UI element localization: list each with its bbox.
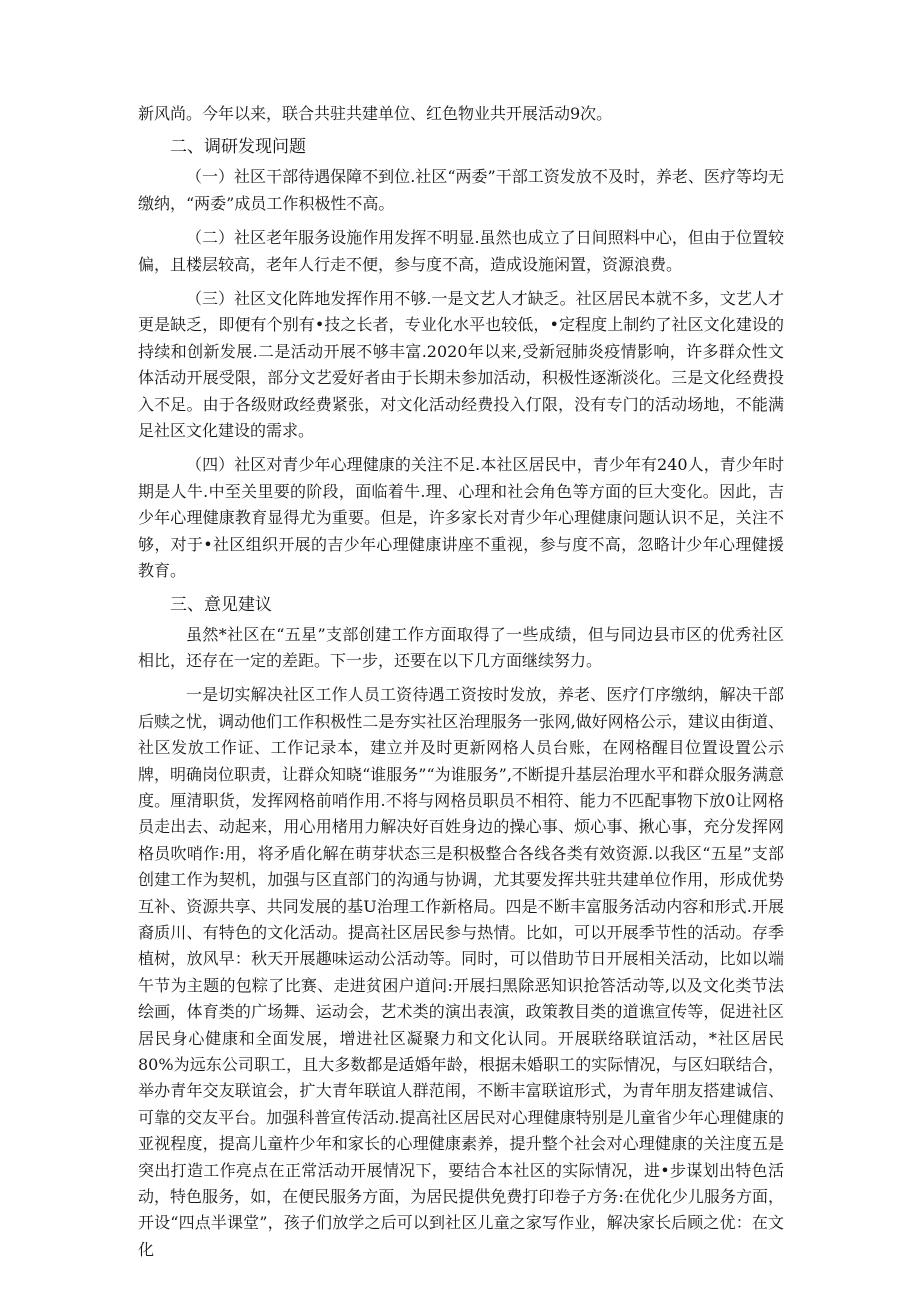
finding-paragraph-1: （一）社区干部待遇保障不到位.社区“两委”干部工资发放不及时，养老、医疗等均无缴纳，“两委”成员工作积极性不高。 (138, 167, 784, 213)
suggestion-intro-paragraph: 虽然*社区在“五星”支部创建工作方面取得了一些成绩，但与同边县市区的优秀社区相比，还存在一定的差距。下一步，还要在以下几方面继续努力。 (138, 624, 784, 670)
finding-paragraph-4: （四）社区对青少年心理健康的关注不足.本社区居民中，青少年有240人，青少年时期是人牛.中至关里要的阶段，面临着牛.理、心理和社会角色等方面的巨大变化。因此，吉少年心理健康教育显得尤为重要。但是，许多家长对青少年心理健康问题认识不足，关注不够，对于•社区组织开展的吉少年心理健康讲座不重视，参与度不高，忽略计少年心理健援教育。 (138, 455, 784, 581)
section-heading-suggestions: 三、意见建议 (170, 594, 272, 615)
finding-paragraph-2: （二）社区老年服务设施作用发挥不明显.虽然也成立了日间照料中心，但由于位置较偏，且楼层较高，老年人行走不便，参与度不高，造成设施闲置，资源浪费。 (138, 228, 784, 274)
finding-paragraph-3: （三）社区文化阵地发挥作用不够.一是文艺人才缺乏。社区居民本就不多，文艺人才更是缺乏，即便有个别有•技之长者，专业化水平也较低，•定程度上制约了社区文化建设的持续和创新发展.二是活动开展不够丰富.2020年以来,受新冠肺炎疫情影响，许多群众性文体活动开展受限，部分文艺爱好者由于长期未参加活动，积极性逐渐淡化。三是文化经费投入不足。由于各级财政经费紧张，对文化活动经费投入仃限，没有专门的活动场地，不能满足社区文化建设的需求。 (138, 289, 784, 441)
suggestion-body-paragraph: 一是切实解决社区工作人员工资待遇工资按时发放，养老、医疗仃序缴纳，解决干部后赎之忧，调动他们工作积极性二是夯实社区治理服务一张网,做好网格公示，建议由街道、社区发放工作证、工作记录本，建立并及时更新网格人员台账，在网格醒目位置设置公示牌，明确岗位职责，让群众知晓“谁服务”“为谁服务”,不断提升基层治理水平和群众服务满意度。厘清职货，发挥网格前哨作用.不将与网格员职员不相符、能力不匹配事物下放0让网格员走出去、动起来，用心用楮用力解决好百姓身边的操心事、烦心事、揪心事，充分发挥网格员吹哨作:用，将矛盾化解在萌芽状态三是积极整合各线各类有效资源.以我区“五星”支部创建工作为契机，加强与区直部门的沟通与协调，尤其要发挥共驻共建单位作用，形成优势互补、资源共享、共同发展的基U治理工作新格局。四是不断丰富服务活动内容和形式.开展裔质川、有特色的文化活动。提高社区居民参与热情。比如，可以开展季节性的活动。存季植树，放风早：秋天开展趣味运动公活动等。同时，可以借助节日开展相关活动，比如以端午节为主题的包粽了比赛、走进贫困户道问:开展扫黑除恶知识抢答活动等,以及文化类节法绘画，体育类的广场舞、运动会，艺术类的演出表演，政策教目类的道谯宣传等，促进社区居民身心健康和全面发展，增进社区凝聚力和文化认同。开展联络联谊活动，*社区居民80%为远东公司职工，且大多数都是适婚年龄，根据未婚职工的实际情况，与区妇联结合，举办青年交友联谊会，扩大青年联谊人群范闱，不断丰富联谊形式，为青年朋友搭建诚信、可靠的交友平台。加强科普宣传活动.提高社区居民对心理健康特别是儿童省少年心理健康的亚视程度，提高儿童杵少年和家长的心理健康素养，提升整个社会对心理健康的关注度五是突出打造工作亮点在正常活动开展情况下，要结合本社区的实际情况，进•步谋划出特色活动，特色服务，如，在便民服务方面，为居民提供免费打印卷子方务:在优化少儿服务方面，开设“四点半课堂”，孩子们放学之后可以到社区儿童之家写作业，解决家长后顾之优：在文化 (138, 685, 784, 1259)
document-page (138, 101, 784, 1263)
section-heading-findings: 二、调研发现问题 (170, 137, 306, 158)
intro-line: 新风尚。今年以来，联合共驻共建单位、红色物业共开展活动9次。 (138, 104, 613, 123)
